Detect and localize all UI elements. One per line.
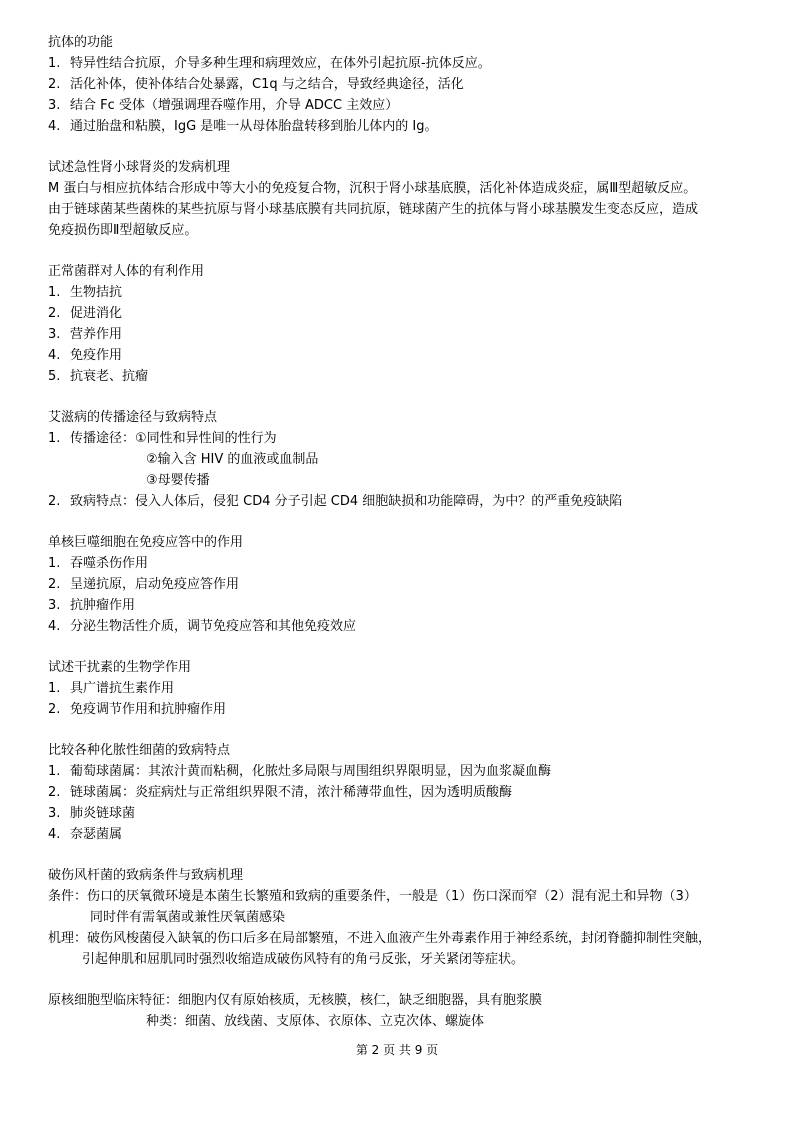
item-number: 2. (48, 77, 61, 92)
item-text: 链球菌属：炎症病灶与正常组织界限不清，浓汁稀薄带血性，因为透明质酸酶 (70, 785, 513, 800)
item-number: 2. (48, 785, 61, 800)
item-number: 5. (48, 369, 61, 384)
page-number: 第 2 页 共 9 页 (355, 1043, 439, 1057)
section-title: 艾滋病的传播途径与致病特点 (48, 410, 218, 425)
list-item (48, 282, 754, 303)
item-text: 致病特点：侵入人体后，侵犯 CD4 分子引起 CD4 细胞缺损和功能障碍，为中？的严重免疫缺陷 (70, 494, 623, 509)
item-text: 活化补体，使补体结合处暴露，C1q 与之结合，导致经典途径，活化 (70, 77, 464, 92)
item-text: 营养作用 (70, 327, 123, 342)
item-text: 奈瑟菌属 (70, 827, 123, 842)
list-subitem: ③母婴传播 (146, 473, 210, 488)
paragraph-line: M 蛋白与相应抗体结合形成中等大小的免疫复合物，沉积于肾小球基底膜，活化补体造成炎症，属Ⅲ型超敏反应。 (48, 181, 697, 196)
list-item (48, 491, 754, 512)
section-title: 单核巨噬细胞在免疫应答中的作用 (48, 535, 244, 550)
list-item (48, 782, 754, 803)
types-line: 种类：细菌、放线菌、支原体、衣原体、立克次体、螺旋体 (146, 1014, 485, 1029)
list-item (48, 53, 754, 74)
item-text: 葡萄球菌属：其浓汁黄而粘稠，化脓灶多局限与周围组织界限明显，因为血浆凝血酶 (70, 764, 552, 779)
item-number: 2. (48, 306, 61, 321)
list-item (48, 303, 754, 324)
list-item (48, 803, 754, 824)
item-number: 1. (48, 681, 61, 696)
item-text: 吞噬杀伤作用 (70, 556, 149, 571)
list-item (48, 761, 754, 782)
item-number: 2. (48, 494, 61, 509)
item-number: 1. (48, 56, 61, 71)
section-title: 比较各种化脓性细菌的致病特点 (48, 743, 231, 758)
item-text: 免疫调节作用和抗肿瘤作用 (70, 702, 227, 717)
section-title: 破伤风杆菌的致病条件与致病机理 (48, 868, 244, 883)
list-item (48, 428, 754, 449)
paragraph-line: 免疫损伤即Ⅱ型超敏反应。 (48, 223, 198, 238)
section-title: 正常菌群对人体的有利作用 (48, 264, 205, 279)
list-item (48, 616, 754, 637)
item-number: 1. (48, 764, 61, 779)
item-text: 通过胎盘和粘膜，IgG 是唯一从母体胎盘转移到胎儿体内的 Ig。 (70, 119, 438, 134)
item-number: 1. (48, 556, 61, 571)
section-title: 抗体的功能 (48, 35, 114, 50)
list-item (48, 678, 754, 699)
item-number: 1. (48, 285, 61, 300)
item-number: 3. (48, 806, 61, 821)
item-number: 2. (48, 702, 61, 717)
list-item (48, 824, 754, 845)
item-text: 呈递抗原，启动免疫应答作用 (70, 577, 240, 592)
list-item (48, 699, 754, 720)
list-item (48, 366, 754, 387)
condition-line: 同时伴有需氧菌或兼性厌氧菌感染 (90, 910, 286, 925)
item-text: 生物拮抗 (70, 285, 123, 300)
item-text: 分泌生物活性介质，调节免疫应答和其他免疫效应 (70, 619, 357, 634)
item-number: 4. (48, 619, 61, 634)
paragraph-line: 由于链球菌某些菌株的某些抗原与肾小球基底膜有共同抗原，链球菌产生的抗体与肾小球基膜发生变态反应，造成 (48, 202, 699, 217)
item-number: 4. (48, 827, 61, 842)
item-number: 1. (48, 431, 61, 446)
list-item (48, 324, 754, 345)
list-item (48, 345, 754, 366)
section-title: 试述急性肾小球肾炎的发病机理 (48, 160, 231, 175)
item-text: 结合 Fc 受体（增强调理吞噬作用，介导 ADCC 主效应） (70, 98, 399, 113)
mechanism-line: 引起伸肌和屈肌同时强烈收缩造成破伤风特有的角弓反张，牙关紧闭等症状。 (82, 952, 525, 967)
list-item (48, 95, 754, 116)
item-text: 促进消化 (70, 306, 123, 321)
item-text: 抗衰老、抗瘤 (70, 369, 149, 384)
mechanism-line: 机理：破伤风梭菌侵入缺氧的伤口后多在局部繁殖，不进入血液产生外毒素作用于神经系统，封闭脊髓抑制性突触， (48, 931, 712, 946)
list-item (48, 574, 754, 595)
list-item (48, 553, 754, 574)
section-title: 试述干扰素的生物学作用 (48, 660, 192, 675)
item-text: 抗肿瘤作用 (70, 598, 136, 613)
item-text: 免疫作用 (70, 348, 123, 363)
list-item (48, 595, 754, 616)
list-item (48, 116, 754, 137)
item-number: 2. (48, 577, 61, 592)
list-subitem: ②输入含 HIV 的血液或血制品 (146, 452, 319, 467)
item-number: 3. (48, 98, 61, 113)
item-number: 4. (48, 348, 61, 363)
item-text: 特异性结合抗原，介导多种生理和病理效应，在体外引起抗原-抗体反应。 (70, 56, 491, 71)
list-item (48, 74, 754, 95)
condition-line: 条件：伤口的厌氧微环境是本菌生长繁殖和致病的重要条件，一般是（1）伤口深而窄（2）混有泥土和异物（3） (48, 889, 697, 904)
item-text: 传播途径：①同性和异性间的性行为 (70, 431, 277, 446)
item-number: 3. (48, 598, 61, 613)
item-number: 4. (48, 119, 61, 134)
features-line: 原核细胞型临床特征：细胞内仅有原始核质，无核膜，核仁，缺乏细胞器，具有胞浆膜 (48, 993, 543, 1008)
item-text: 肺炎链球菌 (70, 806, 136, 821)
item-text: 具广谱抗生素作用 (70, 681, 175, 696)
item-number: 3. (48, 327, 61, 342)
